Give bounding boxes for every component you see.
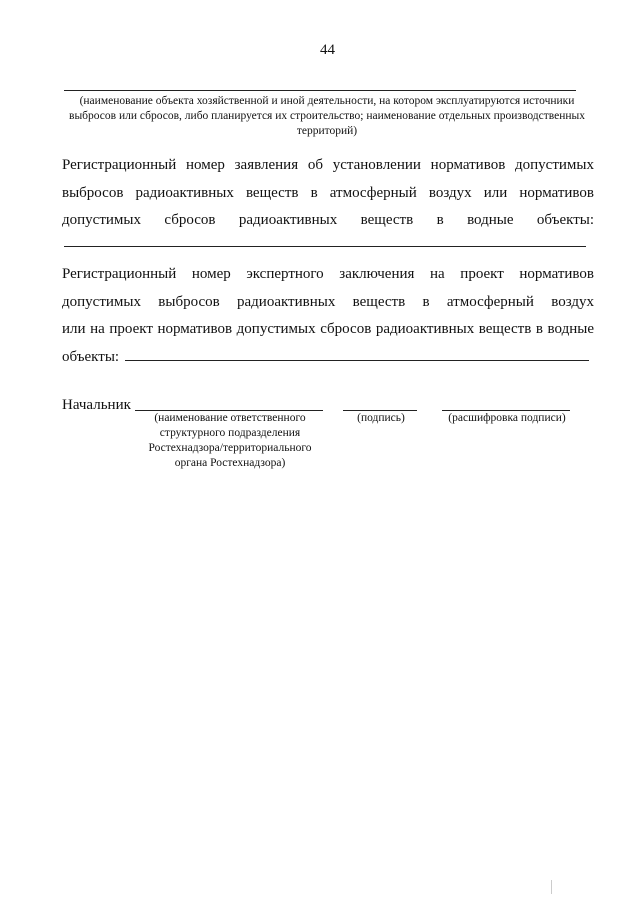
paragraph-line: выбросов радиоактивных веществ в атмосферный воздух или нормативов [62, 184, 594, 201]
object-name-line [64, 90, 576, 91]
page-number: 44 [320, 42, 335, 58]
expert-conclusion-paragraph [62, 261, 594, 371]
expert-conclusion-blank-line [125, 348, 589, 361]
paragraph-line: допустимых сбросов радиоактивных веществ в водные объекты: [62, 212, 594, 228]
application-number-blank-line [64, 246, 586, 247]
paragraph-line: или на проект нормативов допустимых сбросов радиоактивных веществ в водные [62, 321, 594, 337]
paragraph-line: Регистрационный номер заявления об установлении нормативов допустимых [62, 157, 594, 173]
application-number-paragraph [62, 152, 594, 235]
scan-artifact [551, 880, 552, 894]
decoding-caption: (расшифровка подписи) [448, 412, 566, 424]
paragraph-last-line [62, 344, 594, 372]
paragraph-line: Регистрационный номер экспертного заключения на проект нормативов [62, 266, 594, 282]
objects-label: объекты: [62, 348, 120, 365]
position-caption: (наименование ответственного структурного подразделения Ростехнадзора/территориального органа Ростехнадзора) [148, 412, 312, 469]
paragraph-line: допустимых выбросов радиоактивных веществ в атмосферный воздух [62, 293, 594, 310]
signature-caption: (подпись) [357, 412, 405, 424]
object-name-caption: (наименование объекта хозяйственной и иной деятельности, на котором эксплуатируются источники выбросов или сбросов, либо планируется их строительство; наименование отдельных производственных территорий) [69, 95, 585, 137]
signer-title: Начальник [62, 397, 131, 413]
